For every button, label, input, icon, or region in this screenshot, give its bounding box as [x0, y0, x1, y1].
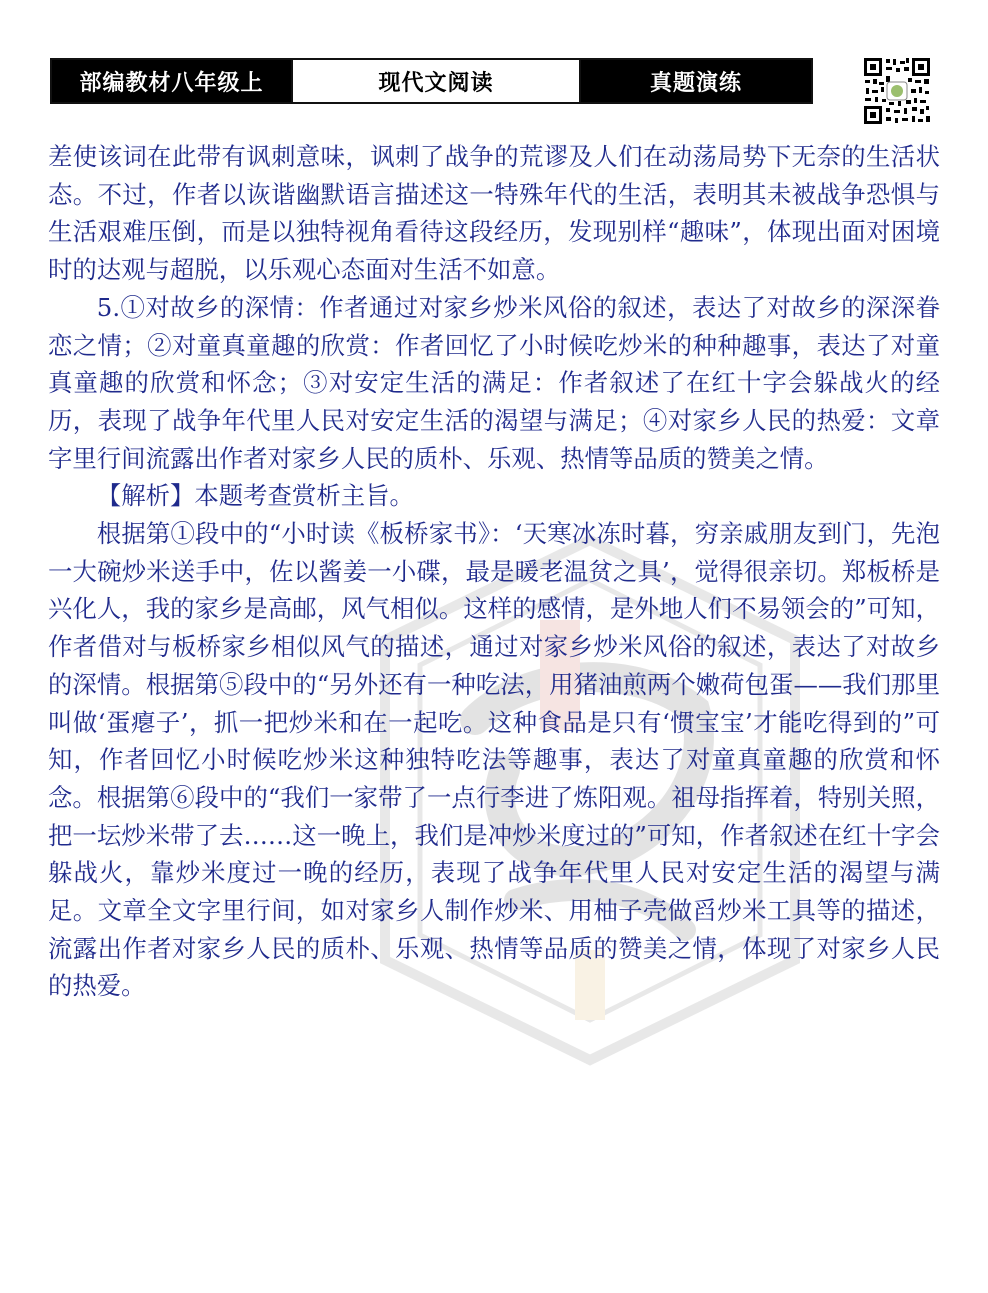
paragraph-continuation: 差使该词在此带有讽刺意味，讽刺了战争的荒谬及人们在动荡局势下无奈的生活状态。不过，作者以诙谐幽默语言描述这一特殊年代的生活，表明其未被战争恐惧与生活艰难压倒，而是以独特视角看待这段经历，发现别样“趣味”，体现出面对困境时的达观与超脱，以乐观心态面对生活不如意。: [48, 142, 940, 285]
qr-code-icon: [862, 56, 932, 126]
paragraph-analysis-body: 根据第①段中的“小时读《板桥家书》：‘天寒冰冻时暮，穷亲戚朋友到门，先泡一大碗炒米送手中，佐以酱姜一小碟，最是暖老温贫之具’，觉得很亲切。郑板桥是兴化人，我的家乡是高邮，风气相似。这样的感情，是外地人们不易领会的”可知，作者借对与板桥家乡相似风气的描述，通过对家乡炒米风俗的叙述，表达了对故乡的深情。根据第⑤段中的“另外还有一种吃法，用猪油煎两个嫩荷包蛋——我们那里叫做‘蛋瘪子’，抓一把炒米和在一起吃。这种食品是只有‘惯宝宝’才能吃得到的”可知，作者回忆小时候吃炒米这种独特吃法等趣事，表达了对童真童趣的欣赏和怀念。根据第⑥段中的“我们一家带了一点行李进了炼阳观。祖母指挥着，特别关照，把一坛炒米带了去……这一晚上，我们是冲炒米度过的”可知，作者叙述在红十字会躲战火，靠炒米度过一晚的经历，表现了战争年代里人民对安定生活的渴望与满足。文章全文字里行间，如对家乡人制作炒米、用柚子壳做舀炒米工具等的描述，流露出作者对家乡人民的质朴、乐观、热情等品质的赞美之情，体现了对家乡人民的热爱。: [48, 519, 940, 1001]
answer-text-block: [48, 138, 940, 1005]
paragraph-answer-5: 5.①对故乡的深情：作者通过对家乡炒米风俗的叙述，表达了对故乡的深深眷恋之情；②对童真童趣的欣赏：作者回忆了小时候吃炒米的种种趣事，表达了对童真童趣的欣赏和怀念；③对安定生活的满足：作者叙述了在红十字会躲战火的经历，表现了战争年代里人民对安定生活的渴望与满足；④对家乡人民的热爱：文章字里行间流露出作者对家乡人民的质朴、乐观、热情等品质的赞美之情。: [48, 292, 940, 473]
header-grade-label: 部编教材八年级上: [52, 60, 291, 102]
header-section-label: 现代文阅读: [291, 60, 581, 102]
paragraph-analysis-label: 【解析】本题考查赏析主旨。: [96, 481, 414, 511]
header-type-label: 真题演练: [581, 60, 811, 102]
header-bar: [50, 58, 813, 104]
